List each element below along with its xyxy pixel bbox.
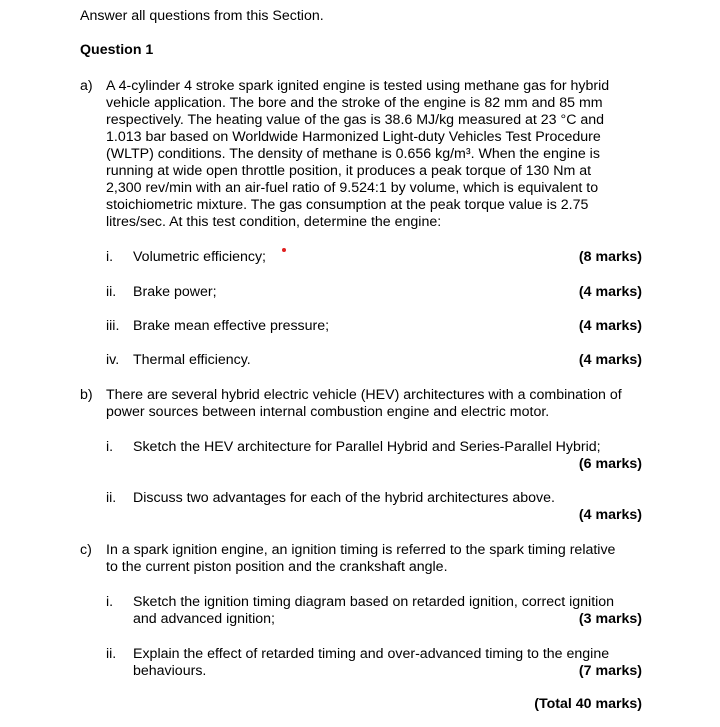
part-a-line-7: 2,300 rev/min with an air-fuel ratio of 9.524:1 by volume, which is equivalent to <box>106 180 599 196</box>
part-a-item-4-text: Thermal efficiency. <box>133 352 251 368</box>
part-c-item-2-marks: (7 marks) <box>578 663 642 679</box>
part-a-line-6: running at wide open throttle position, it produces a peak torque of 130 Nm at <box>106 163 592 179</box>
part-c-item-1-marks: (3 marks) <box>578 611 642 627</box>
part-a-item-1-marks: (8 marks) <box>578 249 642 265</box>
part-b-line-2: power sources between internal combustion engine and electric motor. <box>106 404 550 420</box>
part-b-line-1: There are several hybrid electric vehicle (HEV) architectures with a combination of <box>106 387 622 403</box>
part-a-label: a) <box>80 78 93 94</box>
part-c-item-1-number: i. <box>106 594 114 610</box>
part-a-item-2-number: ii. <box>106 284 117 300</box>
part-a-item-3-number: iii. <box>106 318 120 334</box>
part-c-item-2-line-1: Explain the effect of retarded timing and over-advanced timing to the engine <box>133 646 610 662</box>
part-a-item-2-marks: (4 marks) <box>578 284 642 300</box>
question-title: Question 1 <box>80 42 154 58</box>
part-a-line-4: 1.013 bar based on Worldwide Harmonized Light-duty Vehicles Test Procedure <box>106 129 601 145</box>
part-b-label: b) <box>80 387 93 403</box>
part-a-line-9: litres/sec. At this test condition, determine the engine: <box>106 214 442 230</box>
part-b-item-2-number: ii. <box>106 490 117 506</box>
part-b-item-1-marks: (6 marks) <box>578 456 642 472</box>
part-a-line-5: (WLTP) conditions. The density of methane is 0.656 kg/m³. When the engine is <box>106 146 600 162</box>
part-b-item-1-number: i. <box>106 439 114 455</box>
part-b-item-1-text: Sketch the HEV architecture for Parallel Hybrid and Series-Parallel Hybrid; <box>133 439 601 455</box>
part-c-line-1: In a spark ignition engine, an ignition timing is referred to the spark timing relative <box>106 542 616 558</box>
part-a-item-2-text: Brake power; <box>133 284 217 300</box>
part-c-label: c) <box>80 542 92 558</box>
part-b-item-2-marks: (4 marks) <box>578 507 642 523</box>
part-a-line-3: respectively. The heating value of the gas is 38.6 MJ/kg measured at 23 °C and <box>106 112 605 128</box>
section-instruction: Answer all questions from this Section. <box>80 8 324 24</box>
part-c-item-2-line-2: behaviours. <box>133 663 207 679</box>
part-a-item-1-text: Volumetric efficiency; <box>133 249 266 265</box>
part-c-item-2-number: ii. <box>106 646 117 662</box>
part-a-line-8: stoichiometric mixture. The gas consumption at the peak torque value is 2.75 <box>106 197 589 213</box>
part-a-item-3-text: Brake mean effective pressure; <box>133 318 330 334</box>
part-a-item-3-marks: (4 marks) <box>578 318 642 334</box>
part-a-line-1: A 4-cylinder 4 stroke spark ignited engine is tested using methane gas for hybrid <box>106 78 610 94</box>
part-c-item-1-line-1: Sketch the ignition timing diagram based on retarded ignition, correct ignition <box>133 594 615 610</box>
part-a-item-4-marks: (4 marks) <box>578 352 642 368</box>
part-a-item-1-number: i. <box>106 249 114 265</box>
part-c-item-1-line-2: and advanced ignition; <box>133 611 275 627</box>
red-dot-mark <box>282 248 286 252</box>
total-marks: (Total 40 marks) <box>534 696 642 712</box>
part-a-item-4-number: iv. <box>106 352 120 368</box>
part-c-line-2: to the current piston position and the crankshaft angle. <box>106 559 448 575</box>
part-b-item-2-text: Discuss two advantages for each of the hybrid architectures above. <box>133 490 555 506</box>
part-a-line-2: vehicle application. The bore and the stroke of the engine is 82 mm and 85 mm <box>106 95 603 111</box>
